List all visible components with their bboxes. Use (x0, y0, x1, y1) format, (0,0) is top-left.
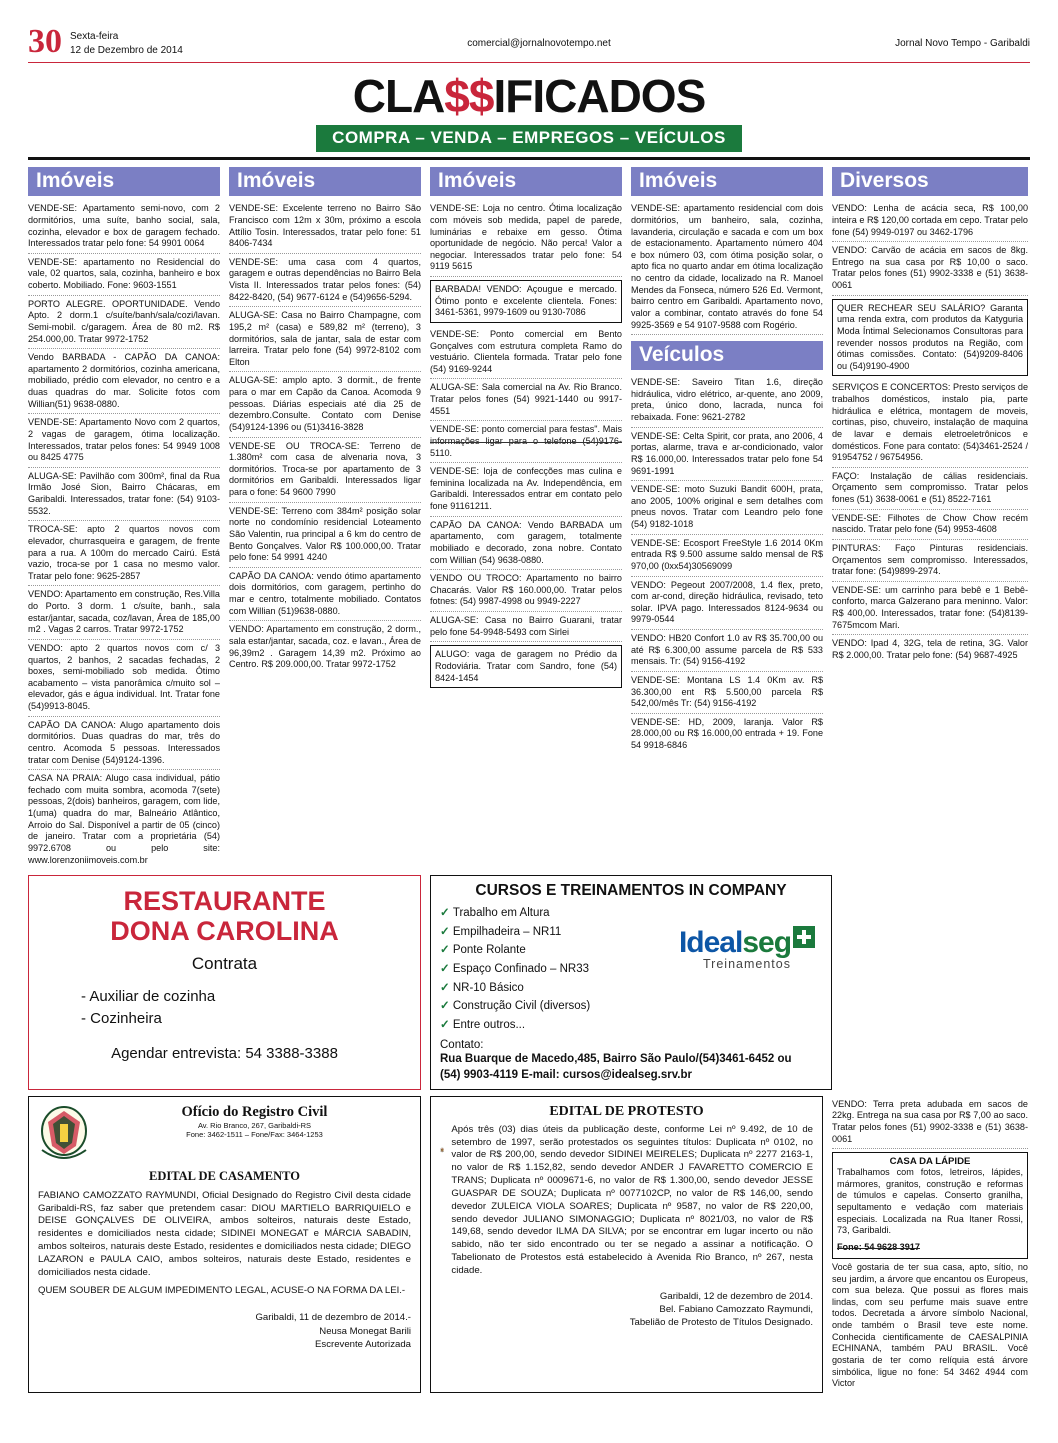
ad-item: PORTO ALEGRE. OPORTUNIDADE. Vendo Apto. 2 dorm.1 c/suíte/banh/sala/cozi/lavan. Semi-mobil. c/garagem. Área de 80 m2. R$ 254.000,00. Tratar 9972-1752 (28, 296, 220, 350)
ad-item: VENDE-SE: Ponto comercial em Bento Gonçalves com estrutura completa Ramo do vestuário. Clientela formada. Tratar pelo fone (54) 9169-9244 (430, 326, 622, 380)
masthead-weekday: Sexta-feira (70, 31, 119, 42)
ad-item: VENDO: HB20 Confort 1.0 av R$ 35.700,00 ou até R$ 6.300,00 assume parcela de R$ 533 mensais. Tr: (54) 9156-4192 (631, 630, 823, 672)
classifieds-columns (28, 167, 1030, 869)
cartorio-assinatura: Neusa Monegat Barili (319, 1325, 411, 1337)
legal-notices-row (28, 1096, 1030, 1393)
page-number: 30 (28, 23, 62, 60)
ad-item-cancelled: VENDE-SE: ponto comercial para festas". Mais informações ligar para o telefone (54)9176-5110. (430, 421, 622, 463)
restaurante-line2: DONA CAROLINA (110, 916, 339, 947)
ad-item: Vendo BARBADA - CAPÃO DA CANOA: apartamento 2 dormitórios, cozinha americana, mobiliado, prédio com elevador, no centro e a duas quadras do mar. Solicite fotos com Willian(51) 9638-0880. (28, 349, 220, 414)
section-header-diversos: Diversos (832, 167, 1028, 196)
lapide-phone: Fone: 54 9628 3917 (837, 1241, 920, 1252)
ad-item: SERVIÇOS E CONCERTOS: Presto serviços de trabalhos domésticos, instalo pia, parte hidráulica e elétrica, montagem de moveis, cortinas, piso, chuveiro, instalação de maquina de lavar e demais eletroeletrônicos e domésticos. Fone para contato: (54)3461-2524 / 91954752 / 96754956. (832, 379, 1028, 467)
ad-item: VENDE-SE: loja de confecções mas culina e feminina localizada na Av. Independência, em Garibaldi. Interessados entrar em contato pelo fone 91161211. (430, 463, 622, 517)
edital-de-casamento (28, 1096, 421, 1393)
ad-item: VENDO: Terra preta adubada em sacos de 22kg. Entrega na sua casa por R$ 7,00 ao saco. Tratar pelos fones (51) 9902-3338 e (51) 3638-0061 (832, 1096, 1028, 1150)
ad-item: VENDO: Apartamento em construção, Res.Villa do Porto. 3 dorm. 1 c/suíte, banh., sala estar/jantar, sacada, coz/lavan, Área de 185,00 m2 . Vagas 2 carros. Tratar 9972-1752 (28, 586, 220, 640)
restaurante-vaga-1: - Auxiliar de cozinha (81, 987, 216, 1005)
protesto-body: Após três (03) dias úteis da publicação deste, conforme Lei nº 9.492, de 10 de setembro de 1997, serão protestados os seguintes títulos: Duplicata nº 0102, no valor de R$ 200,00, sendo devedor SIDINEI MEIRELES; Duplicata nº 2277 2163-1, no valor de R$ 1.152,82, sendo devedor ANDER J FAVARETTO COMERCIO E TRANS; Duplicata nº 0009671-6, no valor de R$ 1.300,00, sendo devedor JESSE GUASPAR DE SOUZA; Duplicata nº 0077102CP, no valor de R$ 146,00, sendo devedor ZULEICA VIOLA SOARES; Duplicata nº 9587, no valor de R$ 220,00, sendo devedor JULIANO SIMONAGGIO; Duplicata nº 8021/03, no valor de R$ 149,68, sendo devedor ILMA DA SILVA; por se encontrar em lugar incerto ou não sabido, não ter sido encontrado ou ter se negado a assinar a notificação. O Tabelionato de Protestos está estabelecido à Avenida Rio Branco, nº 267, nesta cidade. (451, 1123, 813, 1277)
ad-item: TROCA-SE: apto 2 quartos novos com elevador, churrasqueira e garagem, de frente para a rua. A 100m do mercado Cairú. Está vazio, troca-se por 1 casa no mesmo valor. Tratar pelo fone: 9625-2857 (28, 521, 220, 586)
section-title (28, 69, 1030, 152)
logo-text-ideal: Ideal (678, 926, 743, 960)
column-diversos (832, 167, 1028, 869)
ad-pau-brasil: Você gostaria de ter sua casa, apto, sítio, no seu jardim, a árvore que encantou os Europeus, com sua beleza. Que possui as flores mais lindas, com seu perfume mais suave entre todos. Decretada a árvore símbolo Nacional, onde também o Brasil teve este nome. Conhecida cientificamente de CAESALPINIA ECHINANA, também PAU BRASIL. Você gostaria de ter como relíquia está árvore simbólica, ligue no fone: 54 3462 4944 com Victor (832, 1261, 1028, 1389)
list-item: ✓ Ponte Rolante (440, 941, 672, 960)
section-header-veiculos: Veículos (631, 341, 823, 370)
cartorio-endereco: Av. Rio Branco, 267, Garibaldi-RS (197, 1120, 312, 1130)
ad-item: VENDE-SE: Saveiro Titan 1.6, direção hidráulica, vidro elétrico, ar-quente, ano 2009, preta, único dono, lacrada, nunca foi rebaixada. Fone: 9621-2782 (631, 374, 823, 428)
ad-restaurante-dona-carolina (28, 875, 421, 1090)
cartorio-subtitle: EDITAL DE CASAMENTO (149, 1168, 300, 1183)
ad-item: VENDO: Pegeout 2007/2008, 1.4 flex, preto, com ar-cond, direção hidráulica, revisado, teto solar. IPVA pago. Interessados 8124-9634 ou 9979-0544 (631, 577, 823, 631)
ad-item: VENDE-SE: Celta Spirit, cor prata, ano 2006, 4 portas, alarme, trava e ar-condicionado, valor R$ 16.000,00. Interessados tratar pelo fone 54 9691-1991 (631, 428, 823, 482)
cursos-contato-label: Contato: (440, 1038, 484, 1051)
ad-item: PINTURAS: Faço Pinturas residenciais. Orçamentos sem compromisso. Interessados, tratar fone: (54)9899-2974. (832, 540, 1028, 582)
restaurante-line1: RESTAURANTE (123, 886, 326, 917)
logo-subtitle: Treinamentos (703, 957, 791, 972)
ad-item: VENDE-SE: HD, 2009, laranja. Valor R$ 28.000,00 ou R$ 16.000,00 entrada + 19. Fone 54 9918-6846 (631, 716, 823, 751)
cursos-list (440, 904, 672, 1034)
idealseg-logo (672, 904, 822, 1034)
section-header-imoveis-4: Imóveis (631, 167, 823, 196)
ad-item: VENDE-SE: Apartamento semi-novo, com 2 dormitórios, uma suíte, banho social, sala, cozinha, elevador e box de garagem fechado. Interessados tratar pelo fone: 54 9901 0064 (28, 200, 220, 254)
ad-item: CASA NA PRAIA: Alugo casa individual, pátio fechado com muita sombra, acomoda 7(sete) pessoas, 2(dois) banheiros, garagem, com lide, 1(uma) quadra do mar, Balneário Atlântico, Arroio do Sal. Disponível a partir de 05 (cinco) de janeiro. Tratar com a proprietária (54) 9972.6708 ou pelo site: www.lorenzoniimoveis.com.br (28, 773, 220, 865)
masthead-date (70, 26, 183, 57)
ad-item-boxed: ALUGO: vaga de garagem no Prédio da Rodoviária. Tratar com Sandro, fone (54) 8424-1454 (430, 645, 622, 688)
masthead-email: comercial@jornalnovotempo.net (467, 38, 611, 49)
title-part-a: CLA (352, 70, 445, 123)
ad-item-boxed: BARBADA! VENDO: Açougue e mercado. Ótimo ponto e excelente clientela. Fones: 3461-5361, 9979-1609 ou 9130-7086 (430, 280, 622, 323)
ad-item: VENDE-SE: apartamento no Residencial do vale, 02 quartos, sala, cozinha, banheiro e box coberto. Mobiliado. Fone: 9603-1551 (28, 254, 220, 296)
list-item: ✓ Entre outros... (440, 1016, 672, 1035)
protesto-cargo: Tabelião de Protesto de Títulos Designado. (629, 1317, 813, 1329)
ad-item: VENDO: apto 2 quartos novos com c/ 3 quartos, 2 banhos, 2 sacadas fechadas, 2 boxes, semi-mobiliado sob medida. Ótimo acabamento – vista panorâmica c/muito sol – elevador, gás e água individual. Int. Tratar fone (54)9913-8045. (28, 640, 220, 717)
classificados-title (28, 69, 1030, 123)
ad-item: ALUGA-SE: Pavilhão com 300m², final da Rua Irmão José Sion, Bairro Chácaras, em Garibaldi. Interessados, tratar fone: (54) 9103-5532. (28, 468, 220, 522)
medical-cross-icon (793, 926, 815, 948)
ad-item: VENDE-SE: Loja no centro. Ótima localização com móveis sob medida, papel de parede, luminárias e rebaixe em gesso. Ótima oportunidade de negócio. Não perca! Valor a negociar. Interessados tratar pelo fone: 54 9119 5615 (430, 200, 622, 277)
display-ads-row (28, 875, 1030, 1090)
ad-item: CAPÃO DA CANOA: Vendo BARBADA um apartamento, com garagem, totalmente mobiliado e decorado, zona nobre. Contato com Willian (54) 9638-0880. (430, 517, 622, 571)
lapide-title: CASA DA LÁPIDE (889, 1156, 971, 1168)
list-item: ✓ Construção Civil (diversos) (440, 997, 672, 1016)
protesto-assinatura: Bel. Fabiano Camozzato Raymundi, (659, 1304, 813, 1316)
ad-item: VENDE-SE: Terreno com 384m² posição solar norte no condomínio residencial Loteamento São Valentin, rua principal a 6 km do centro de Bento Gonçalves. Valor R$ 100.000,00. Tratar pelo fone: 54 9991 4240 (229, 503, 421, 568)
ad-item: VENDO: Lenha de acácia seca, R$ 100,00 inteira e R$ 120,00 cortada em cepo. Tratar pelo fone (54) 9949-0197 ou 3462-1796 (832, 200, 1028, 242)
cartorio-fones: Fone: 3462-1511 – Fone/Fax: 3464-1253 (186, 1130, 323, 1140)
ad-item: VENDE-SE: Filhotes de Chow Chow recém nascido. Tratar pelo fone (54) 9953-4608 (832, 510, 1028, 540)
ad-item: ALUGA-SE: Casa no Bairro Champagne, com 195,2 m² (casa) e 589,82 m² (terreno), 3 dormitórios, sala de jantar, sala de estar com larreira. Tratar pelo fone (54) 9972-8102 com Elton (229, 307, 421, 372)
ad-casa-da-lapide (832, 1152, 1028, 1259)
column-bottom-diversos (832, 1096, 1028, 1393)
lapide-body: Trabalhamos com fotos, letreiros, lápides, mármores, granitos, construção e reformas de túmulos e capelas. Conserto granilha, sepultamento e vedação com materiais especiais. Localizada na Rua Itaner Rossi, 73, Garibaldi. (837, 1167, 1023, 1236)
section-header-imoveis-2: Imóveis (229, 167, 421, 196)
coat-of-arms-icon (38, 1104, 90, 1162)
restaurante-agendar: Agendar entrevista: 54 3388-3388 (111, 1044, 338, 1062)
cartorio-cargo: Escrevente Autorizada (315, 1338, 411, 1350)
ad-item: FAÇO: Instalação de cálias residenciais. Orçamento sem compromisso. Tratar pelos fones (51) 3638-0061 e (51) 8522-7161 (832, 468, 1028, 510)
title-rule (28, 157, 1030, 160)
masthead-publication: Jornal Novo Tempo - Garibaldi (895, 38, 1030, 49)
ad-item: ALUGA-SE: amplo apto. 3 dormit., de frente para o mar em Capão da Canoa. Acomoda 9 pessoas. Diárias especiais até dia 25 de dezembro.Consulte. Contato com Denise (54)9124-1396 ou (51)3416-3828 (229, 372, 421, 437)
ad-idealseg-cursos (430, 875, 832, 1090)
cartorio-local-data: Garibaldi, 11 de dezembro de 2014.- (255, 1312, 411, 1324)
protesto-local-data: Garibaldi, 12 de dezembro de 2014. (659, 1290, 813, 1302)
column-imoveis-1 (28, 167, 220, 869)
logo-text-seg: seg (742, 926, 792, 960)
cartorio-body: FABIANO CAMOZZATO RAYMUNDI, Oficial Designado do Registro Civil desta cidade Garibaldi-RS, faz saber que pretendem casar: DIOU MARTIELO BARRIQUIELO e DEISE GONÇALVES DE OLIVEIRA, ambos solteiros, naturais deste Estado, residentes e domiciliados nesta cidade; SIDINEI MONEGAT e MÁRCIA SABADIN, ambos solteiros, naturais deste Estado, residentes e domiciliados nesta cidade; DIEGO LAZARON e PAULA CAIO, ambos solteiros, naturais deste Estado, residentes e domiciliados nesta cidade. (38, 1189, 411, 1278)
section-header-imoveis-3: Imóveis (430, 167, 622, 196)
ad-item: VENDE-SE: Apartamento Novo com 2 quartos, 2 vagas de garagem, ótima localização. Interessados, tratar pelos fones: 54 9949 1008 ou 8425 4775 (28, 414, 220, 468)
cartorio-aviso: QUEM SOUBER DE ALGUM IMPEDIMENTO LEGAL, ACUSE-O NA FORMA DA LEI.- (38, 1284, 406, 1296)
list-item: ✓ NR-10 Básico (440, 979, 672, 998)
ad-item: VENDE-SE: Excelente terreno no Bairro São Francisco com 12m x 30m, próximo a escola Attílio Tosin. Interessados, tratar pelo fone: 51 8406-7434 (229, 200, 421, 254)
cursos-title: CURSOS E TREINAMENTOS IN COMPANY (475, 882, 787, 900)
cursos-telefone: (54) 9903-4119 E-mail: cursos@idealseg.srv.br (440, 1068, 692, 1081)
ad-item-boxed: QUER RECHEAR SEU SALÁRIO? Garanta uma renda extra, com produtos da Katyguria Moda Íntimal Selecionamos Consultoras para revender nossos produtos na Região, com ótimas comissões. Contato: (54)9209-8406 ou (54)9190-4900 (832, 299, 1028, 377)
ad-item: VENDO: Apartamento em construção, 2 dorm., sala estar/jantar, sacada, coz. e lavan., Área de 96,39m2 . Garagem 14,39 m2. Próximo ao Centro. R$ 209.000,00. Tratar 9972-1752 (229, 624, 421, 670)
column-imoveis-3 (430, 167, 622, 869)
ad-item: ALUGA-SE: Sala comercial na Av. Rio Branco. Tratar pelos fones (54) 9921-1440 ou 9917-4551 (430, 379, 622, 421)
section-header-imoveis-1: Imóveis (28, 167, 220, 196)
masthead-datetext: 12 de Dezembro de 2014 (70, 44, 183, 56)
ad-item: VENDO: Ipad 4, 32G, tela de retina, 3G. Valor R$ 2.000,00. Tratar pelo fone: (54) 9687-4925 (832, 638, 1028, 660)
ad-item: ALUGA-SE: Casa no Bairro Guarani, tratar pelo fone 54-9948-5493 com Sirlei (430, 612, 622, 642)
ad-item: CAPÃO DA CANOA: Alugo apartamento dois dormitórios. Duas quadras do mar, três do centro. Acomoda 5 pessoas. Interessados tratar com Denise (54)9124-1396. (28, 717, 220, 771)
title-dollar: $$ (444, 70, 494, 123)
ad-item: VENDE-SE: moto Suzuki Bandit 600H, prata, ano 2005, 100% original e sem detalhes com pneus novos. Tratar com Leandro pelo fone (54) 9182-1018 (631, 481, 823, 535)
list-item: ✓ Trabalho em Altura (440, 904, 672, 923)
ad-item: VENDE-SE: apartamento residencial com dois dormitórios, um banheiro, sala, cozinha, lavanderia, circulação e sacada e com um box de estacionamento. Apartamento número 404 e box número 03, com ótima posição solar, o apto fica no quarto andar em ótima localização no centro da cidade, localizado na R. Manoel Mendes da Fonseca, número 526 Ed. Vermont, bairro centro em Garibaldi. Apartamento novo, valor a combinar, contato através do fone 54 9925-3569 e 54 9107-9588 com Rogério. (631, 200, 823, 335)
ad-item: VENDE-SE: Ecosport FreeStyle 1.6 2014 0Km entrada R$ 9.500 assume saldo mensal de R$ 970,00 (0xx54)30569099 (631, 535, 823, 577)
ad-item: VENDE-SE OU TROCA-SE: Terreno de 1.380m² com casa de alvenaria nova, 3 dormitórios. Troca-se por apartamento de 3 dormitórios em Garibaldi. Interessados ligar para o fone: 54 9600 7990 (229, 438, 421, 503)
edital-de-protesto (430, 1096, 823, 1393)
protesto-title: EDITAL DE PROTESTO (549, 1103, 704, 1119)
list-item: ✓ Espaço Confinado – NR33 (440, 960, 672, 979)
restaurante-contrata: Contrata (191, 953, 258, 973)
ad-item: VENDO: Carvão de acácia em sacos de 8kg. Entrego na sua casa por R$ 10,00 o saco. Tratar pelos fones (51) 9902-3338 e (51) 3638-0061 (832, 242, 1028, 296)
cartorio-title: Ofício do Registro Civil (181, 1103, 328, 1120)
masthead (28, 23, 1030, 63)
column-imoveis-2 (229, 167, 421, 869)
title-subtitle-bar: COMPRA – VENDA – EMPREGOS – VEÍCULOS (316, 125, 742, 152)
title-part-b: IFICADOS (493, 70, 706, 123)
list-item: ✓ Empilhadeira – NR11 (440, 923, 672, 942)
ad-item: CAPÃO DA CANOA: vendo ótimo apartamento dois dormitórios, com garagem, pertinho do mar e centro, totalmente mobiliado. Contatos com Willian (51)9638-0880. (229, 568, 421, 622)
ad-item: VENDE-SE: Montana LS 1.4 0Km av. R$ 36.300,00 ent R$ 5.500,00 parcela R$ 542,00/mês Tr: (54) 9156-4192 (631, 672, 823, 714)
restaurante-vaga-2: - Cozinheira (81, 1010, 162, 1028)
ad-item: VENDE-SE: um carrinho para bebê e 1 Bebê-conforto, marca Galzerano para meninno. Valor: R$ 400,00. Interessados, tratar fone: (54)8139-7675mcom Mari. (832, 582, 1028, 636)
column-imoveis-veiculos (631, 167, 823, 869)
ad-item: VENDO OU TROCO: Apartamento no bairro Chacarás. Valor R$ 160.000,00. Tratar pelos fotnes: (54) 9987-4998 ou 9949-2227 (430, 570, 622, 612)
cursos-endereco: Rua Buarque de Macedo,485, Bairro São Paulo/(54)3461-6452 ou (440, 1052, 792, 1065)
ad-item: VENDE-SE: uma casa com 4 quartos, garagem e outras dependências no Bairro Bela Vista II. Interessados tratar pelos fones: (54) 8422-8420, (54) 9677-6124 e (54)9656-5294. (229, 254, 421, 308)
coat-of-arms-icon (440, 1124, 444, 1176)
